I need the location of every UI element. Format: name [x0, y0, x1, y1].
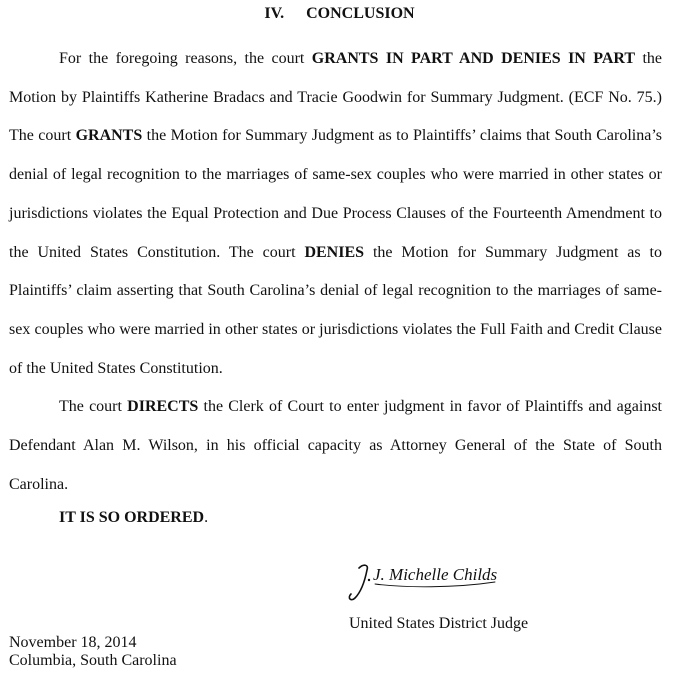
directs-text-2: the Clerk of Court to enter judgment in favor of Plaintiffs and against Defendant Alan M. Wilson, in his official capacity as Attorney General of the State of South Carolina.	[9, 398, 662, 493]
section-heading	[0, 4, 679, 24]
section-title: CONCLUSION	[306, 5, 415, 22]
ruling-bold-grants: GRANTS	[75, 127, 143, 145]
paragraph-ruling	[9, 40, 662, 388]
date-place-block	[9, 634, 177, 670]
so-ordered	[59, 508, 208, 528]
ruling-bold-grants-denies: GRANTS IN PART AND DENIES IN PART	[311, 50, 636, 67]
judge-title: United States District Judge	[349, 615, 529, 632]
so-ordered-period: .	[204, 509, 209, 526]
so-ordered-bold: IT IS SO ORDERED	[59, 509, 205, 526]
directs-bold: DIRECTS	[127, 398, 199, 416]
ruling-text-3: the Motion for Summary Judgment as to Plaintiffs’ claims that South Carolina’s denial of legal recognition to the marriages of same-sex couples who were married in other states or jurisdictions violates the Equal Protection and Due Process Clauses of the Fourteenth Amendment to the United States Constitution. The court	[9, 127, 662, 261]
ruling-text-1: For the foregoing reasons, the court	[59, 50, 312, 67]
judge-signature	[345, 558, 525, 608]
conclusion-body	[9, 40, 662, 504]
ruling-text-4: the Motion for Summary Judgment as to Plaintiffs’ claim asserting that South Carolina’s denial of legal recognition to the marriages of same-sex couples who were married in other states or jurisdictions violates the Full Faith and Credit Clause of the United States Constitution.	[9, 243, 662, 377]
ruling-bold-denies: DENIES	[304, 243, 365, 261]
section-number: IV.	[264, 5, 285, 22]
directs-text-1: The court	[59, 398, 128, 416]
paragraph-directs	[9, 388, 662, 504]
signature-text: J. Michelle Childs	[373, 565, 498, 584]
ruling-text-2: the Motion by Plaintiffs Katherine Bradacs and Tracie Goodwin for Summary Judgment. (ECF No. 75.) The court	[9, 50, 663, 145]
order-place: Columbia, South Carolina	[9, 652, 177, 669]
order-date: November 18, 2014	[9, 634, 137, 651]
